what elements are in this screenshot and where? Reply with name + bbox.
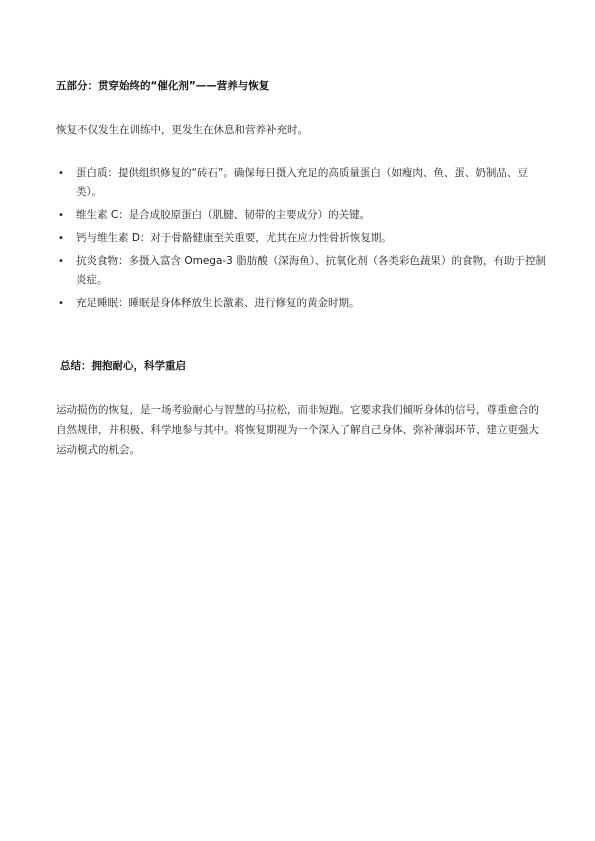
section-intro: 恢复不仅发生在训练中，更发生在休息和营养补充时。 bbox=[56, 124, 308, 136]
list-item bbox=[56, 206, 546, 225]
bullet-icon: • bbox=[58, 210, 64, 221]
list-item bbox=[56, 164, 546, 202]
nutrition-list bbox=[56, 164, 546, 317]
list-item bbox=[56, 294, 546, 313]
bullet-icon: • bbox=[58, 298, 64, 309]
summary-body: 运动损伤的恢复，是一场考验耐心与智慧的马拉松，而非短跑。它要求我们倾听身体的信号，尊重愈合的自然规律，并积极、科学地参与其中。将恢复期视为一个深入了解自己身体、弥补薄弱环节、建立更强大运动模式的机会。 bbox=[56, 404, 539, 456]
bullet-icon: • bbox=[58, 233, 64, 244]
list-item-text: 充足睡眠：睡眠是身体释放生长激素、进行修复的黄金时期。 bbox=[76, 297, 360, 309]
bullet-icon: • bbox=[58, 168, 64, 179]
bullet-icon: • bbox=[58, 256, 64, 267]
list-item-text: 蛋白质：提供组织修复的“砖石”。确保每日摄入充足的高质量蛋白（如瘦肉、鱼、蛋、奶制品、豆类）。 bbox=[76, 167, 528, 198]
list-item bbox=[56, 252, 546, 290]
summary-heading: 总结：拥抱耐心，科学重启 bbox=[60, 360, 186, 372]
list-item bbox=[56, 229, 546, 248]
list-item-text: 维生素 C：是合成胶原蛋白（肌腱、韧带的主要成分）的关键。 bbox=[76, 209, 371, 221]
list-item-text: 抗炎食物：多摄入富含 Omega-3 脂肪酸（深海鱼）、抗氧化剂（各类彩色蔬果）的食物，有助于控制炎症。 bbox=[76, 255, 546, 286]
section-heading: 五部分：贯穿始终的“催化剂”——营养与恢复 bbox=[56, 80, 270, 92]
list-item-text: 钙与维生素 D：对于骨骼健康至关重要，尤其在应力性骨折恢复期。 bbox=[76, 232, 392, 244]
